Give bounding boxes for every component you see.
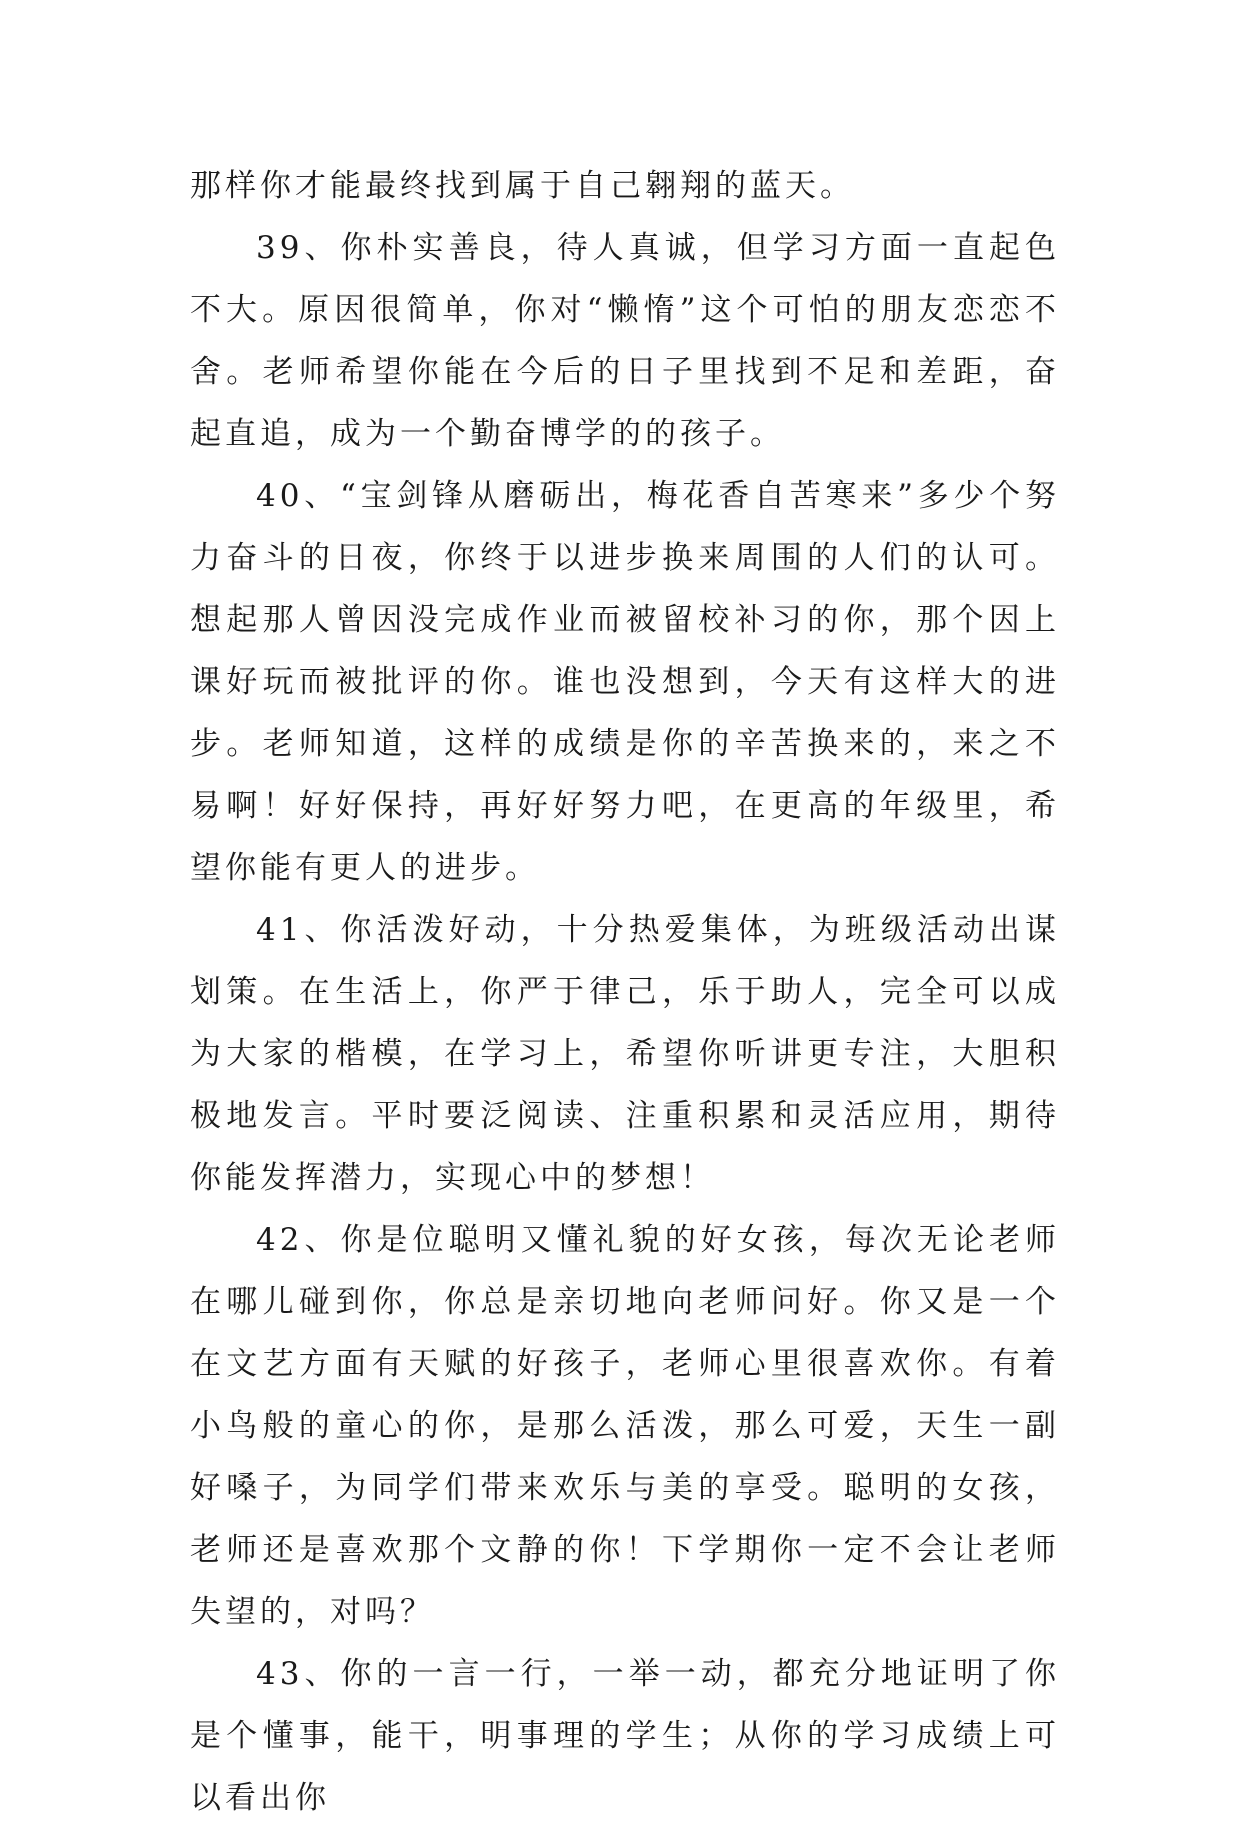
paragraph-comment-41: 41、你活泼好动，十分热爱集体，为班级活动出谋划策。在生活上，你严于律己，乐于助人，完全可以成为大家的楷模，在学习上，希望你听讲更专注，大胆积极地发言。平时要泛阅读、注重积累和灵活应用，期待你能发挥潜力，实现心中的梦想！	[190, 912, 1060, 1196]
paragraph-continuation: 那样你才能最终找到属于自己翱翔的蓝天。	[190, 168, 855, 204]
paragraph-comment-43: 43、你的一言一行，一举一动，都充分地证明了你是个懂事，能干，明事理的学生；从你的学习成绩上可以看出你	[190, 1656, 1060, 1816]
paragraph-comment-42: 42、你是位聪明又懂礼貌的好女孩，每次无论老师在哪儿碰到你，你总是亲切地向老师问好。你又是一个在文艺方面有天赋的好孩子，老师心里很喜欢你。有着小鸟般的童心的你，是那么活泼，那么可爱，天生一副好嗓子，为同学们带来欢乐与美的享受。聪明的女孩，老师还是喜欢那个文静的你！下学期你一定不会让老师失望的，对吗？	[190, 1222, 1060, 1630]
paragraph-comment-39: 39、你朴实善良，待人真诚，但学习方面一直起色不大。原因很简单，你对“懒惰”这个可怕的朋友恋恋不舍。老师希望你能在今后的日子里找到不足和差距，奋起直追，成为一个勤奋博学的的孩子。	[190, 230, 1060, 452]
paragraph-comment-40: 40、“宝剑锋从磨砺出，梅花香自苦寒来”多少个努力奋斗的日夜，你终于以进步换来周围的人们的认可。想起那人曾因没完成作业而被留校补习的你，那个因上课好玩而被批评的你。谁也没想到，今天有这样大的进步。老师知道，这样的成绩是你的辛苦换来的，来之不易啊！好好保持，再好好努力吧，在更高的年级里，希望你能有更人的进步。	[190, 478, 1060, 886]
document-body	[190, 155, 1060, 1829]
